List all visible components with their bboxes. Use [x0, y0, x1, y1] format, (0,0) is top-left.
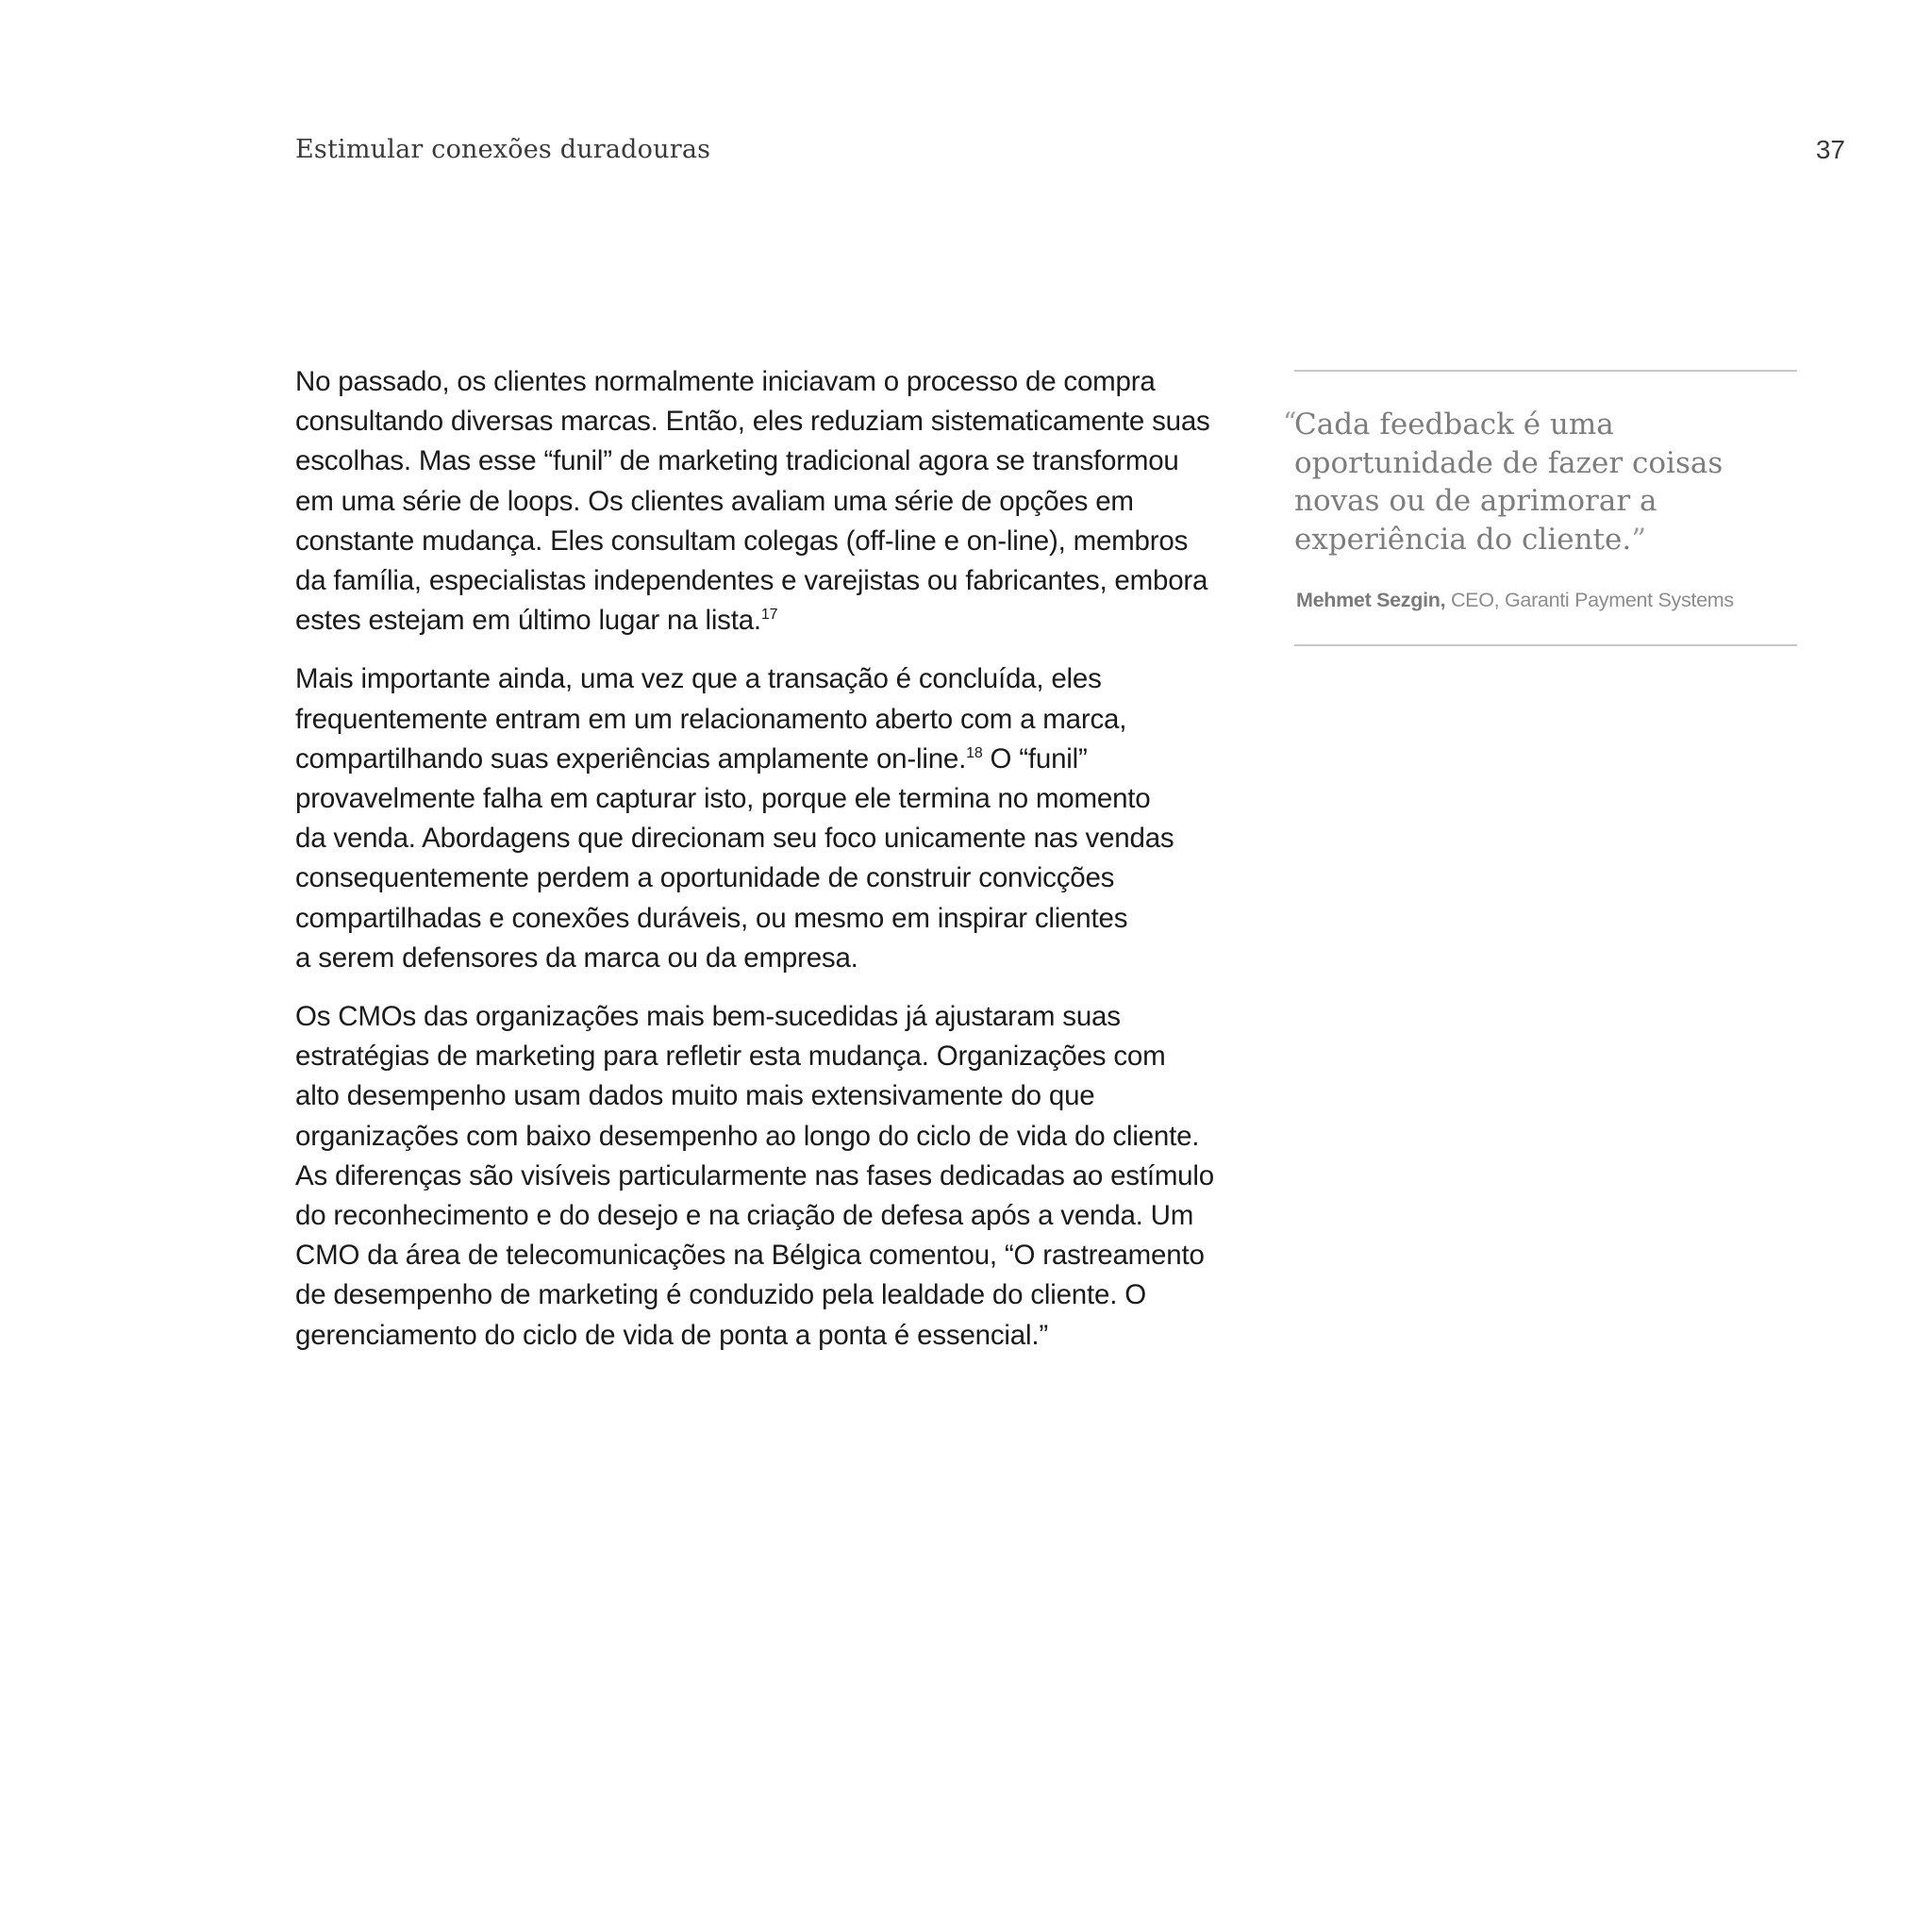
footnote-ref-18: 18 — [966, 745, 983, 761]
pullquote-top-rule — [1294, 370, 1797, 372]
page-number: 37 — [1815, 135, 1845, 164]
pullquote-attribution — [1296, 589, 1797, 612]
running-title: Estimular conexões duradouras — [295, 135, 711, 164]
close-quote-mark: ” — [1631, 522, 1647, 557]
paragraph-2-text-b: O “funil” provavelmente falha em capturar isto, porque ele termina no momento da venda. Abordagens que direcionam seu foco unicamente nas vendas consequentemente perdem a oportunidade de construir convicções compartilhadas e conexões duráveis, ou mesmo em inspirar clientes a serem defensores da marca ou da empresa. — [295, 742, 1174, 974]
footnote-ref-17: 17 — [760, 607, 778, 624]
paragraph-1-text: No passado, os clientes normalmente iniciavam o processo de compra consultando diversas marcas. Então, eles reduziam sistematicamente suas escolhas. Mas esse “funil” de marketing tradicional agora se transformou em uma série de loops. Os clientes avaliam uma série de opções em constante mudança. Eles consultam colegas (off-line e on-line), membros da família, especialistas independentes e varejistas ou fabricantes, embora estes estejam em último lugar na lista. — [295, 366, 1210, 637]
paragraph-3: Os CMOs das organizações mais bem-sucedidas já ajustaram suas estratégias de marketing para refletir esta mudança. Organizações com alto desempenho usam dados muito mais extensivamente do que organizações com baixo desempenho ao longo do ciclo de vida do cliente. As diferenças são visíveis particularmente nas fases dedicadas ao estímulo do reconhecimento e do desejo e na criação de defesa após a venda. Um CMO da área de telecomunicações na Bélgica comentou, “O rastreamento de desempenho de marketing é conduzido pela lealdade do cliente. O gerenciamento do ciclo de vida de ponta a ponta é essencial.” — [295, 1001, 1214, 1351]
pullquote-text — [1283, 406, 1797, 558]
author-title: CEO, Garanti Payment Systems — [1445, 589, 1734, 611]
author-name: Mehmet Sezgin, — [1296, 589, 1446, 611]
pullquote-body: Cada feedback é uma oportunidade de fazer coisas novas ou de aprimorar a experiência do cliente. — [1294, 408, 1724, 557]
pullquote — [1283, 370, 1797, 646]
body-text — [295, 362, 1229, 1374]
paragraph-2 — [295, 659, 1229, 978]
paragraph-2-text-a: Mais importante ainda, uma vez que a transação é concluída, eles frequentemente entram em um relacionamento aberto com a marca, compartilhando suas experiências amplamente on-line. — [295, 663, 1127, 774]
pullquote-bottom-rule — [1294, 644, 1797, 646]
open-quote-mark: “ — [1283, 407, 1297, 438]
paragraph-1 — [295, 362, 1229, 641]
